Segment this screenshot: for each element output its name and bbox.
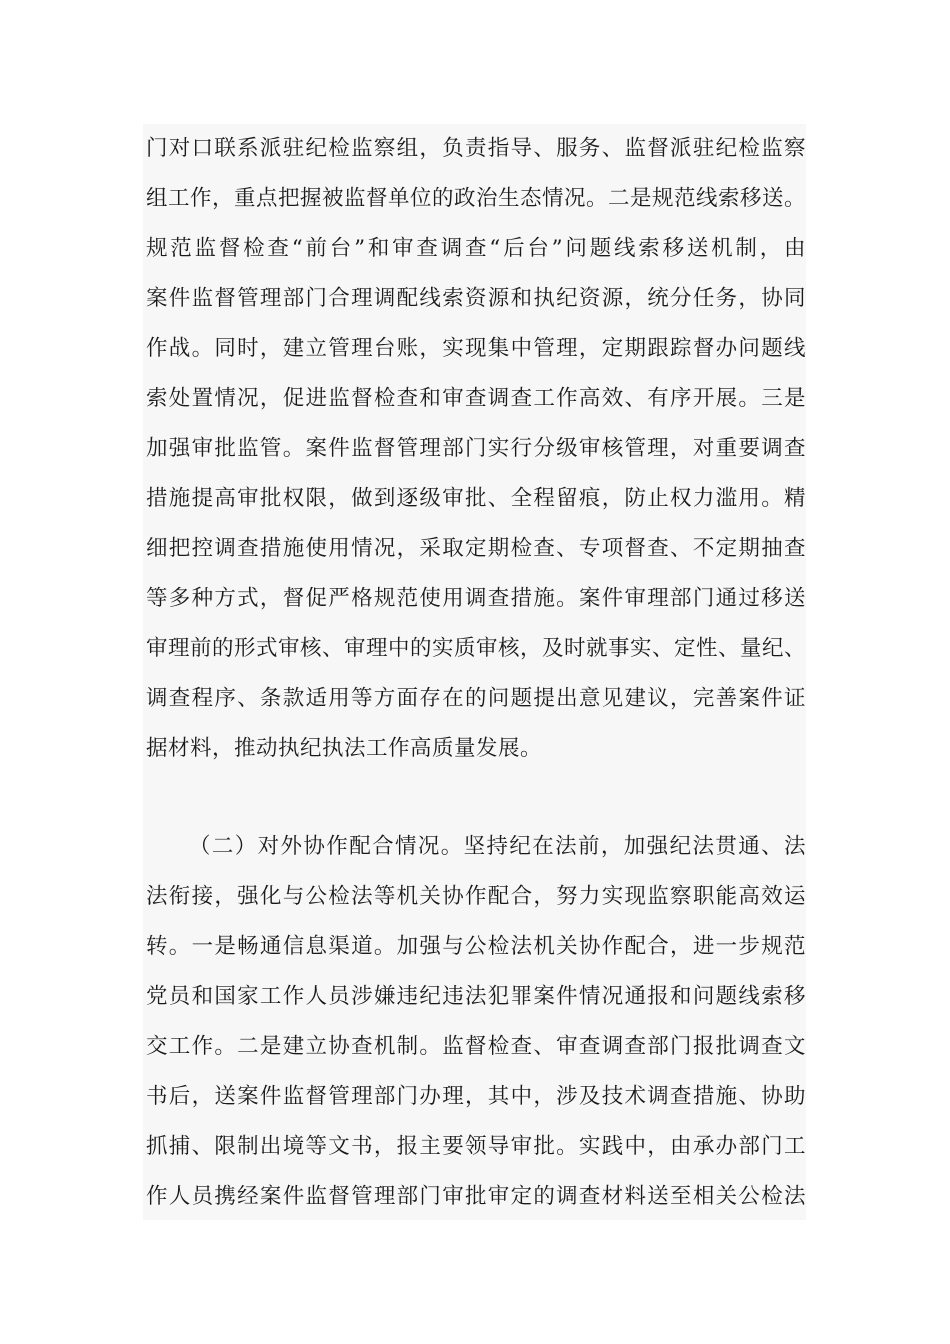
text-line-10: 等多种方式，督促严格规范使用调查措施。案件审理部门通过移送 [146,586,806,611]
text-line-1: 门对口联系派驻纪检监察组，负责指导、服务、监督派驻纪检监察 [146,136,806,161]
text-line-11: 审理前的形式审核、审理中的实质审核，及时就事实、定性、量纪、 [146,636,807,661]
text-line-18: 交工作。二是建立协查机制。监督检查、审查调查部门报批调查文 [146,1034,806,1059]
text-line-14: （二）对外协作配合情况。坚持纪在法前，加强纪法贯通、法 [189,834,806,859]
text-line-21: 作人员携经案件监督管理部门审批审定的调查材料送至相关公检法 [146,1184,806,1209]
text-line-4: 案件监督管理部门合理调配线索资源和执纪资源，统分任务，协同 [146,286,806,311]
text-line-6: 索处置情况，促进监督检查和审查调查工作高效、有序开展。三是 [146,386,806,411]
text-line-7: 加强审批监管。案件监督管理部门实行分级审核管理，对重要调查 [146,436,806,461]
text-line-19: 书后，送案件监督管理部门办理，其中，涉及技术调查措施、协助 [146,1084,806,1109]
text-line-16: 转。一是畅通信息渠道。加强与公检法机关协作配合，进一步规范 [146,934,806,959]
text-line-9: 细把控调查措施使用情况，采取定期检查、专项督查、不定期抽查 [146,536,806,561]
text-line-15: 法衔接，强化与公检法等机关协作配合，努力实现监察职能高效运 [146,884,806,909]
text-line-17: 党员和国家工作人员涉嫌违纪违法犯罪案件情况通报和问题线索移 [146,984,806,1009]
text-line-20: 抓捕、限制出境等文书，报主要领导审批。实践中，由承办部门工 [146,1134,806,1159]
text-line-8: 措施提高审批权限，做到逐级审批、全程留痕，防止权力滥用。精 [146,486,806,511]
text-line-12: 调查程序、条款适用等方面存在的问题提出意见建议，完善案件证 [146,686,806,711]
text-line-2: 组工作，重点把握被监督单位的政治生态情况。二是规范线索移送。 [146,186,807,211]
text-line-5: 作战。同时，建立管理台账，实现集中管理，定期跟踪督办问题线 [146,336,806,361]
text-line-13: 据材料，推动执纪执法工作高质量发展。 [146,736,543,761]
text-line-3: 规范监督检查“前台”和审查调查“后台”问题线索移送机制，由 [146,236,806,261]
